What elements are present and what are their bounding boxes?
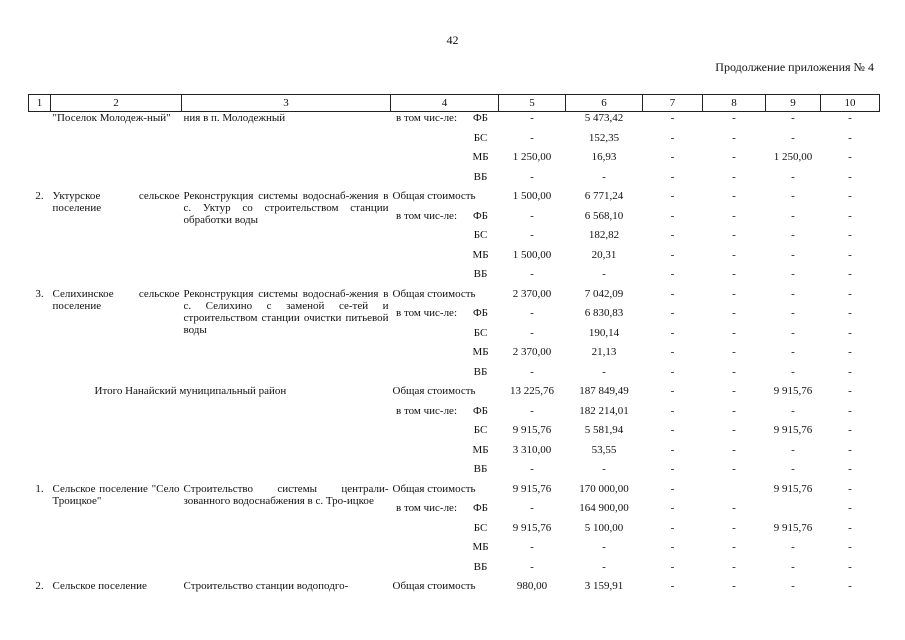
value-cell: -: [732, 151, 736, 163]
value-cell: -: [732, 385, 736, 397]
value-cell: 1 500,00: [512, 248, 552, 261]
value-cell: -: [602, 170, 606, 183]
value-cell: -: [791, 170, 795, 183]
value-cell: 21,13: [591, 346, 617, 358]
value-cell: -: [732, 541, 736, 553]
project-description: Реконструкция системы водоснаб-жения в с. Селихино с заменой се-тей и строительством станции очистки питьевой воды: [183, 287, 389, 336]
col-header-3: 3: [182, 95, 391, 112]
value-cell: -: [530, 560, 534, 573]
value-cell: -: [670, 326, 675, 339]
value-cell: -: [670, 112, 675, 124]
total-cost-label: Общая стоимость: [392, 385, 476, 397]
including-label: в том чис-ле:: [396, 209, 457, 222]
value-cell: -: [670, 307, 675, 319]
empty-cell: [391, 444, 463, 464]
value-cell: 3 159,91: [584, 580, 624, 592]
funding-source: ФБ: [472, 307, 488, 319]
project-description: ния в п. Молодежный: [183, 112, 286, 124]
value-cell: -: [530, 131, 534, 144]
table-row: [29, 385, 880, 405]
value-cell: 9 915,76: [773, 385, 813, 397]
value-cell: -: [670, 385, 675, 397]
value-cell: 6 568,10: [584, 209, 624, 222]
value-cell: -: [848, 131, 852, 144]
value-cell: -: [848, 248, 852, 261]
page-number: 42: [446, 33, 459, 47]
value-cell: -: [848, 463, 852, 475]
funding-source: БС: [473, 131, 488, 144]
value-cell: -: [848, 151, 852, 163]
value-cell: -: [670, 404, 675, 417]
empty-cell: [391, 561, 463, 581]
funding-source: ВБ: [473, 170, 488, 183]
value-cell: -: [848, 170, 852, 183]
project-description: Строительство системы централи-зованного водоснабжения в с. Тро-ицкое: [183, 482, 389, 507]
empty-cell: [391, 366, 463, 386]
value-cell: -: [732, 287, 736, 300]
value-cell: -: [530, 229, 534, 241]
value-cell: -: [670, 502, 675, 514]
table-row: [29, 288, 880, 308]
value-cell: -: [791, 443, 795, 456]
value-cell: 6 771,24: [584, 190, 624, 202]
value-cell: -: [602, 463, 606, 475]
value-cell: -: [848, 268, 852, 280]
funding-source: ФБ: [472, 209, 488, 222]
value-cell: -: [670, 580, 675, 592]
including-label: в том чис-ле:: [396, 307, 457, 319]
district-total-label: Итого Нанайский муниципальный район: [94, 385, 287, 397]
value-cell: 187 849,49: [579, 385, 629, 397]
value-cell: 1 250,00: [512, 151, 552, 163]
value-cell: -: [848, 560, 852, 573]
funding-source: ВБ: [473, 560, 488, 573]
value-cell: -: [530, 112, 534, 124]
value-cell: -: [670, 131, 675, 144]
table-row: [29, 112, 880, 132]
value-cell: -: [670, 287, 675, 300]
empty-cell: [391, 463, 463, 483]
funding-source: БС: [473, 229, 488, 241]
value-cell: 2 370,00: [512, 287, 552, 300]
value-cell: -: [670, 268, 675, 280]
col-header-6: 6: [566, 95, 643, 112]
value-cell: -: [670, 560, 675, 573]
value-cell: -: [848, 190, 852, 202]
value-cell: -: [848, 424, 852, 436]
col-header-8: 8: [703, 95, 766, 112]
value-cell: -: [670, 229, 675, 241]
total-cost-label: Общая стоимость: [392, 190, 476, 202]
value-cell: -: [732, 209, 736, 222]
project-description: Строительство станции водоподго-: [183, 580, 349, 592]
value-cell: -: [848, 112, 852, 124]
value-cell: -: [530, 502, 534, 514]
row-number: 1.: [35, 482, 44, 495]
value-cell: 2 370,00: [512, 346, 552, 358]
value-cell: [766, 502, 821, 522]
value-cell: -: [791, 580, 795, 592]
table-row: [29, 483, 880, 503]
value-cell: 170 000,00: [579, 482, 629, 495]
col-header-2: 2: [51, 95, 182, 112]
value-cell: 5 581,94: [584, 424, 624, 436]
value-cell: -: [530, 463, 534, 475]
value-cell: 20,31: [591, 248, 617, 261]
value-cell: -: [670, 463, 675, 475]
value-cell: -: [848, 287, 852, 300]
value-cell: 152,35: [588, 131, 620, 144]
value-cell: -: [732, 190, 736, 202]
value-cell: [703, 483, 766, 503]
value-cell: -: [732, 268, 736, 280]
value-cell: -: [732, 346, 736, 358]
value-cell: -: [848, 346, 852, 358]
value-cell: 9 915,76: [512, 482, 552, 495]
value-cell: -: [670, 170, 675, 183]
value-cell: 190,14: [588, 326, 620, 339]
value-cell: -: [530, 541, 534, 553]
value-cell: 9 915,76: [773, 424, 813, 436]
including-label: в том чис-ле:: [396, 112, 457, 124]
settlement-name: Уктурское сельское поселение: [52, 190, 180, 214]
total-cost-label: Общая стоимость: [392, 287, 476, 300]
value-cell: 5 473,42: [584, 112, 624, 124]
value-cell: -: [791, 463, 795, 475]
value-cell: 9 915,76: [512, 424, 552, 436]
funding-source: ВБ: [473, 268, 488, 280]
value-cell: -: [791, 287, 795, 300]
funding-source: БС: [473, 424, 488, 436]
value-cell: -: [732, 502, 736, 514]
table-row: [29, 580, 880, 600]
funding-source: ФБ: [472, 112, 488, 124]
row-number: 3.: [35, 287, 44, 300]
value-cell: -: [670, 443, 675, 456]
value-cell: -: [732, 131, 736, 144]
value-cell: -: [848, 385, 852, 397]
empty-cell: [391, 268, 463, 288]
funding-source: ВБ: [473, 463, 488, 475]
col-header-5: 5: [499, 95, 566, 112]
value-cell: -: [791, 209, 795, 222]
value-cell: 16,93: [591, 151, 617, 163]
value-cell: -: [791, 541, 795, 553]
value-cell: -: [670, 482, 675, 495]
value-cell: -: [791, 248, 795, 261]
value-cell: 53,55: [591, 443, 617, 456]
value-cell: -: [530, 209, 534, 222]
value-cell: -: [791, 268, 795, 280]
value-cell: -: [732, 170, 736, 183]
value-cell: 182,82: [588, 229, 620, 241]
value-cell: 3 310,00: [512, 443, 552, 456]
table-body: [29, 112, 880, 600]
settlement-name: Селихинское сельское поселение: [52, 287, 180, 312]
empty-cell: [391, 346, 463, 366]
column-header-row: [29, 95, 880, 112]
value-cell: -: [848, 502, 852, 514]
value-cell: 5 100,00: [584, 521, 624, 534]
value-cell: -: [670, 209, 675, 222]
settlement-name: "Поселок Молодеж-ный": [52, 112, 171, 124]
funding-source: МБ: [472, 248, 489, 261]
col-header-7: 7: [643, 95, 703, 112]
value-cell: -: [732, 521, 736, 534]
value-cell: -: [530, 307, 534, 319]
col-header-9: 9: [766, 95, 821, 112]
value-cell: -: [848, 541, 852, 553]
value-cell: -: [732, 307, 736, 319]
value-cell: -: [670, 424, 675, 436]
value-cell: -: [732, 424, 736, 436]
value-cell: -: [602, 365, 606, 378]
project-description: Реконструкция системы водоснаб-жения в с. Уктур со строительством станции обработки воды: [183, 190, 389, 226]
value-cell: 182 214,01: [579, 404, 629, 417]
funding-source: МБ: [472, 346, 489, 358]
value-cell: -: [602, 560, 606, 573]
value-cell: -: [732, 365, 736, 378]
value-cell: -: [848, 580, 852, 592]
row-number: [29, 112, 51, 191]
value-cell: -: [848, 209, 852, 222]
value-cell: -: [602, 541, 606, 553]
value-cell: -: [670, 541, 675, 553]
value-cell: -: [732, 463, 736, 475]
value-cell: -: [670, 346, 675, 358]
empty-cell: [391, 249, 463, 269]
including-label: в том чис-ле:: [396, 502, 457, 514]
value-cell: 9 915,76: [512, 521, 552, 534]
col-header-10: 10: [821, 95, 880, 112]
value-cell: -: [791, 346, 795, 358]
settlement-name: Сельское поселение: [52, 580, 147, 592]
row-number: 2.: [35, 190, 44, 202]
funding-source: ФБ: [472, 404, 488, 417]
value-cell: -: [791, 560, 795, 573]
funding-source: БС: [473, 521, 488, 534]
value-cell: -: [530, 365, 534, 378]
value-cell: -: [848, 307, 852, 319]
value-cell: -: [848, 365, 852, 378]
value-cell: -: [791, 131, 795, 144]
empty-cell: [391, 541, 463, 561]
value-cell: -: [670, 151, 675, 163]
value-cell: -: [848, 229, 852, 241]
empty-cell: [391, 171, 463, 191]
total-cost-label: Общая стоимость: [392, 482, 476, 495]
value-cell: -: [791, 112, 795, 124]
value-cell: 6 830,83: [584, 307, 624, 319]
value-cell: -: [732, 248, 736, 261]
value-cell: -: [732, 443, 736, 456]
value-cell: -: [602, 268, 606, 280]
value-cell: 1 250,00: [773, 151, 813, 163]
value-cell: 13 225,76: [510, 385, 554, 397]
value-cell: 9 915,76: [773, 482, 813, 495]
value-cell: -: [732, 112, 736, 124]
value-cell: -: [791, 307, 795, 319]
row-number: 2.: [35, 580, 44, 592]
funding-source: МБ: [472, 443, 489, 456]
value-cell: -: [732, 404, 736, 417]
value-cell: -: [530, 404, 534, 417]
table-row: [29, 190, 880, 210]
settlement-name: Сельское поселение "Село Троицкое": [52, 482, 180, 507]
annex-title: Продолжение приложения № 4: [715, 60, 874, 74]
funding-source: ВБ: [473, 365, 488, 378]
value-cell: -: [848, 521, 852, 534]
value-cell: 9 915,76: [773, 521, 813, 534]
value-cell: -: [791, 190, 795, 202]
value-cell: -: [670, 190, 675, 202]
col-header-4: 4: [391, 95, 499, 112]
value-cell: -: [670, 248, 675, 261]
including-label: в том чис-ле:: [396, 404, 457, 417]
value-cell: 164 900,00: [579, 502, 629, 514]
value-cell: 7 042,09: [584, 287, 624, 300]
value-cell: 980,00: [516, 580, 548, 592]
funding-source: МБ: [472, 151, 489, 163]
value-cell: -: [791, 229, 795, 241]
value-cell: -: [670, 365, 675, 378]
value-cell: -: [791, 326, 795, 339]
funding-source: МБ: [472, 541, 489, 553]
total-cost-label: Общая стоимость: [392, 580, 476, 592]
empty-cell: [391, 151, 463, 171]
funding-source: БС: [473, 326, 488, 339]
value-cell: -: [732, 229, 736, 241]
value-cell: -: [848, 404, 852, 417]
value-cell: -: [848, 326, 852, 339]
value-cell: 1 500,00: [512, 190, 552, 202]
value-cell: -: [530, 268, 534, 280]
value-cell: -: [530, 326, 534, 339]
value-cell: -: [732, 580, 736, 592]
value-cell: -: [791, 365, 795, 378]
value-cell: -: [791, 404, 795, 417]
value-cell: -: [670, 521, 675, 534]
value-cell: -: [848, 482, 852, 495]
value-cell: -: [732, 326, 736, 339]
appendix-table: [28, 94, 880, 600]
value-cell: -: [732, 560, 736, 573]
value-cell: -: [530, 170, 534, 183]
col-header-1: 1: [29, 95, 51, 112]
funding-source: ФБ: [472, 502, 488, 514]
value-cell: -: [848, 443, 852, 456]
